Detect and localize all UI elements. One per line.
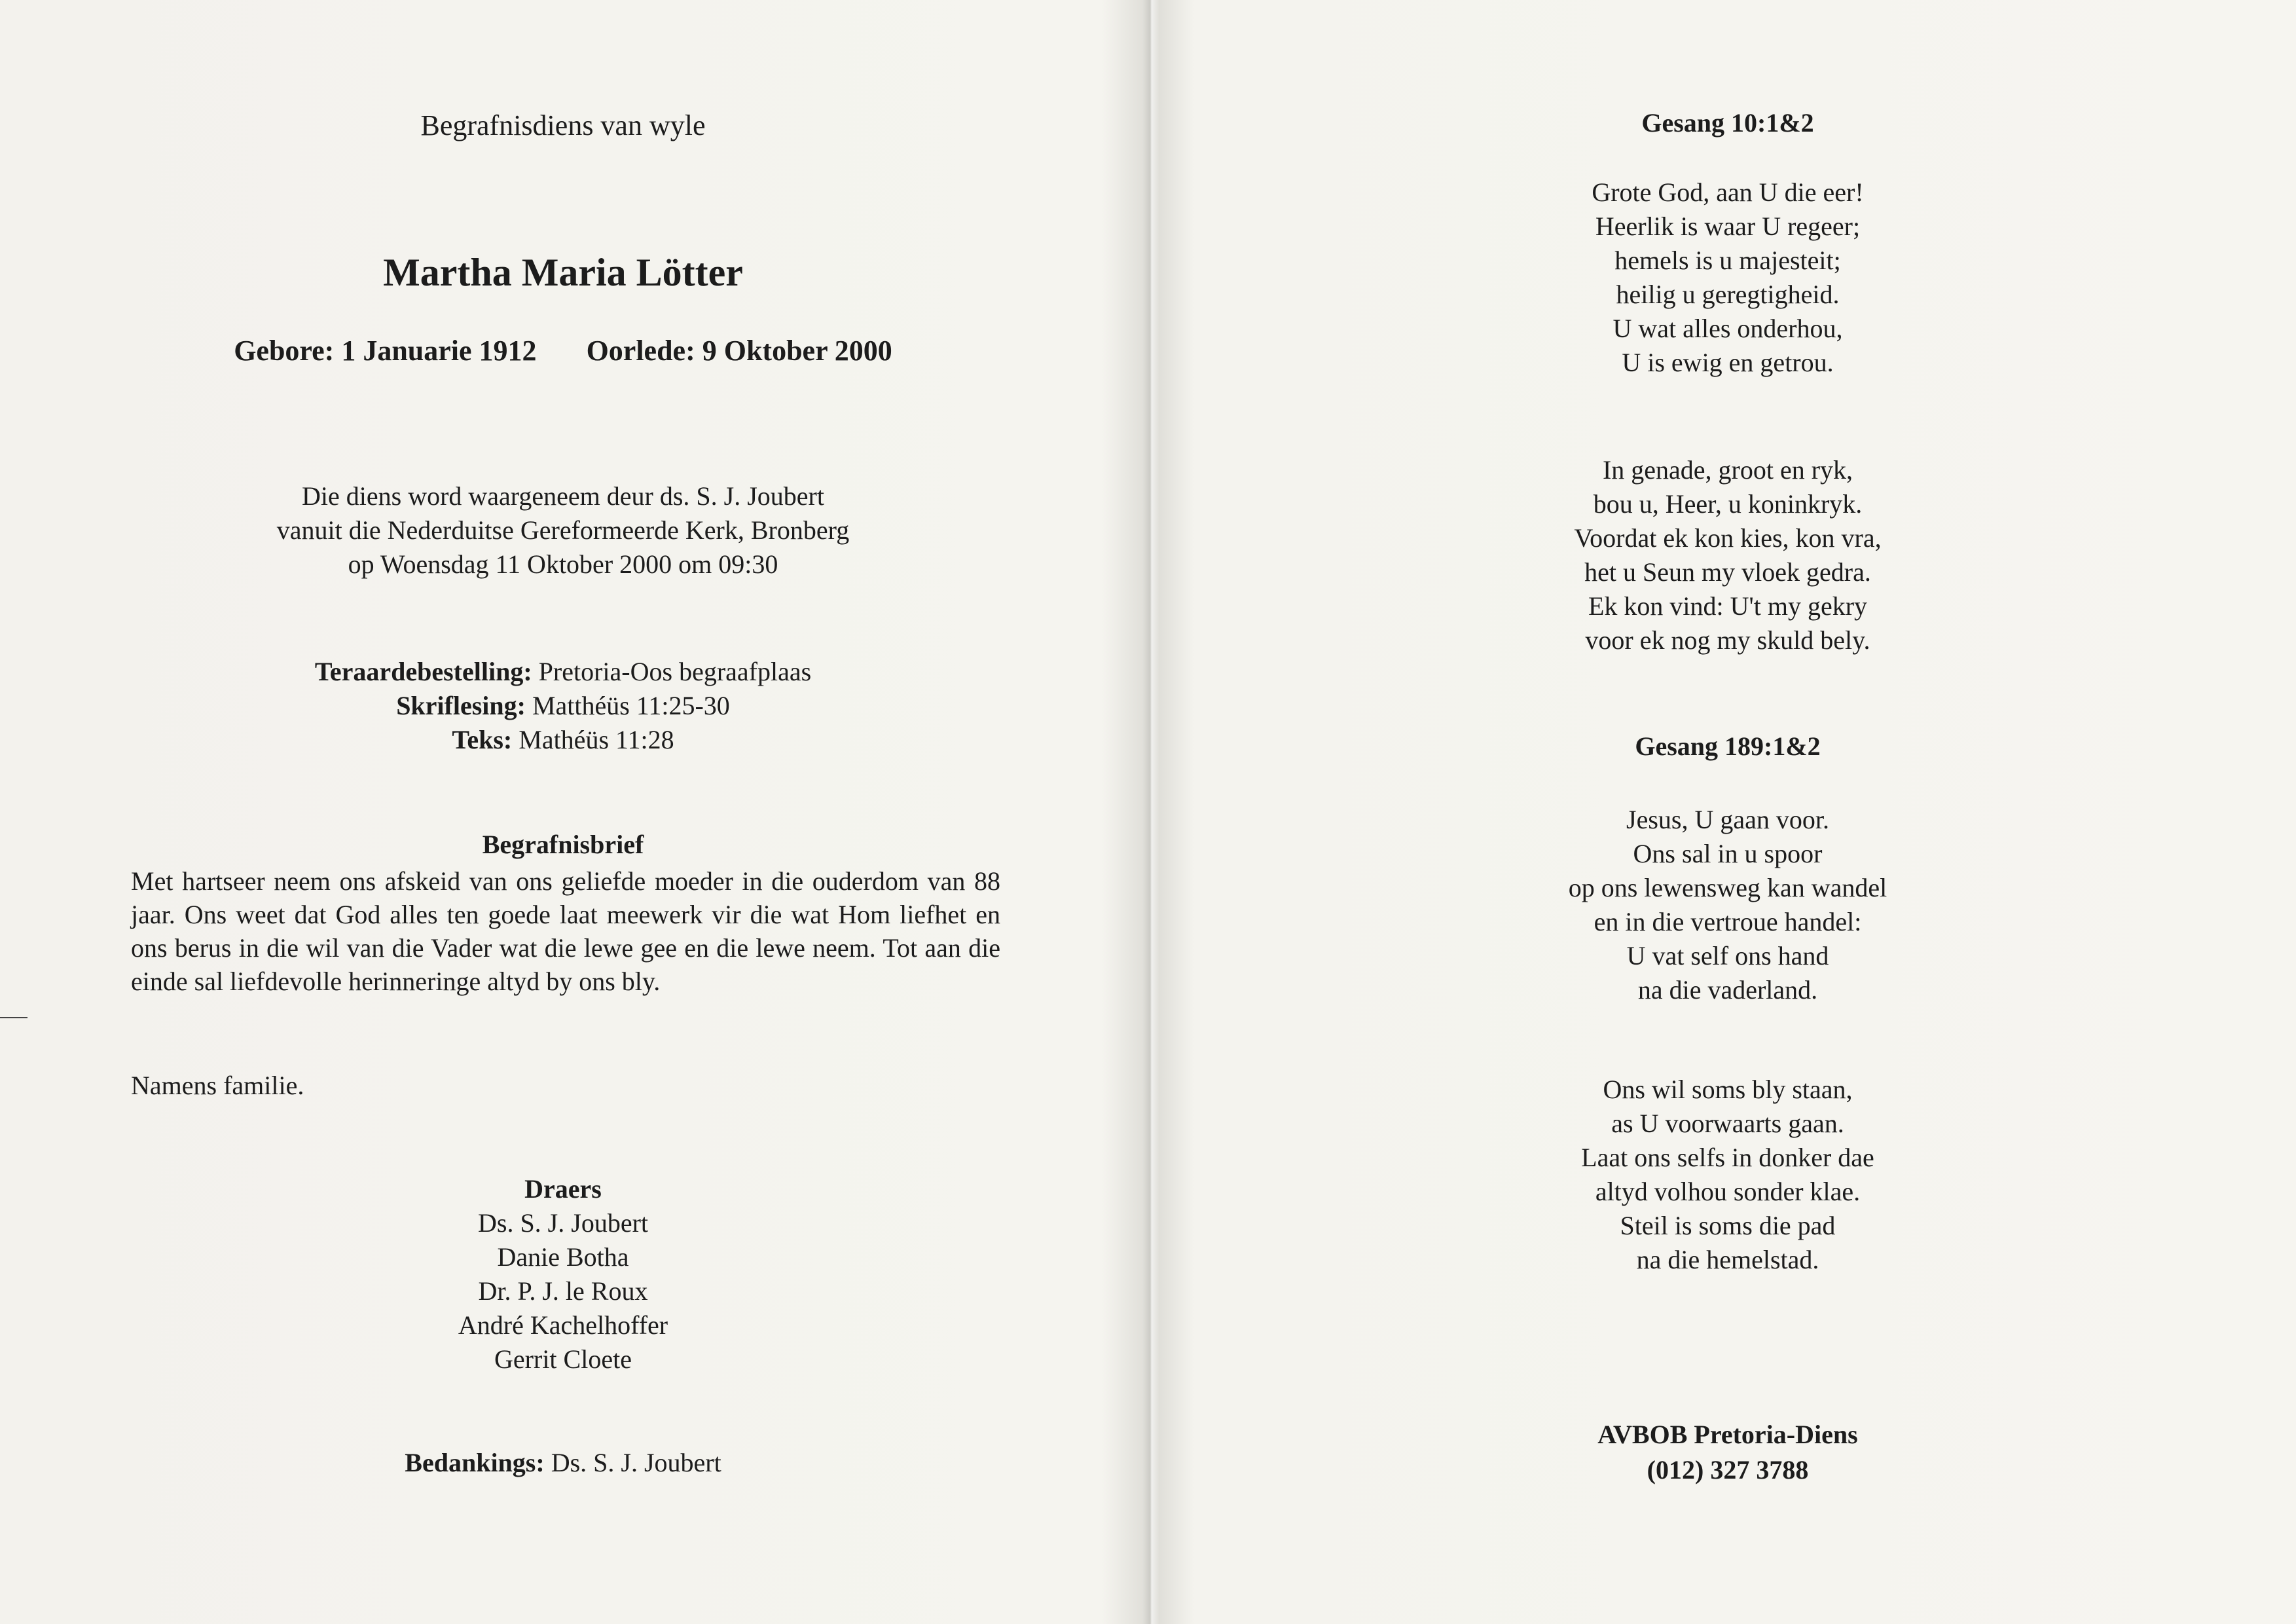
verse-line: Ons wil soms bly staan, (1603, 1075, 1853, 1104)
bearers-title: Draers (524, 1174, 602, 1204)
verse-line: Ons sal in u spoor (1633, 839, 1823, 868)
thanks-label: Bedankings: (405, 1448, 545, 1477)
verse-line: U vat self ons hand (1626, 941, 1829, 970)
verse-line: bou u, Heer, u koninkryk. (1593, 489, 1863, 519)
hymn2-title: Gesang 189:1&2 (1635, 731, 1821, 761)
funeral-home-phone: (012) 327 3788 (1647, 1455, 1809, 1485)
reading-label: Skriflesing: (396, 691, 526, 720)
verse-line: op ons lewensweg kan wandel (1568, 873, 1887, 902)
verse-line: na die vaderland. (1637, 975, 1818, 1005)
verse-line: Voordat ek kon kies, kon vra, (1574, 523, 1882, 553)
verse-line: na die hemelstad. (1636, 1245, 1819, 1274)
reading-value: Matthéüs 11:25-30 (525, 691, 730, 720)
verse-line: voor ek nog my skuld bely. (1585, 625, 1870, 655)
verse-line: In genade, groot en ryk, (1602, 455, 1853, 485)
verse-line: U is ewig en getrou. (1622, 348, 1834, 377)
service-line: Die diens word waargeneem deur ds. S. J. Joubert (302, 481, 824, 511)
text-line (170, 723, 956, 757)
burial-value: Pretoria-Oos begraafplaas (532, 657, 812, 686)
service-line: vanuit die Nederduitse Gereformeerde Kerk, Bronberg (276, 515, 850, 545)
deceased-name: Martha Maria Lötter (383, 251, 743, 294)
verse-line: Laat ons selfs in donker dae (1581, 1143, 1874, 1172)
hymn2-verse2 (1427, 1073, 2029, 1277)
verse-line: as U voorwaarts gaan. (1611, 1109, 1844, 1138)
right-page (1159, 0, 2296, 1624)
died-date: Oorlede: 9 Oktober 2000 (586, 335, 892, 367)
service-details (170, 479, 956, 581)
letter-body: Met hartseer neem ons afskeid van ons geliefde moeder in die ouderdom van 88 jaar. Ons weet dat God alles ten goede laat meewerk vir die wat Hom liefhet en ons berus in die wil van die Vader wat die lewe gee en die lewe neem. Tot aan die einde sal liefdevolle herinneringe altyd by ons bly. (131, 866, 1000, 996)
hymn1-verse1 (1427, 175, 2029, 380)
hymn1-verse2 (1427, 453, 2029, 657)
burial-line (170, 655, 956, 689)
verse-line: Heerlik is waar U regeer; (1595, 212, 1861, 241)
bearer-name: Ds. S. J. Joubert (477, 1208, 649, 1238)
reading-line (170, 689, 956, 723)
page-fold (1142, 0, 1159, 1624)
text-label: Teks: (452, 725, 513, 754)
funeral-home-name: AVBOB Pretoria-Diens (1597, 1420, 1858, 1449)
life-dates (151, 334, 975, 367)
burial-details (170, 655, 956, 757)
verse-line: het u Seun my vloek gedra. (1584, 557, 1871, 587)
verse-line: altyd volhou sonder klae. (1595, 1177, 1861, 1206)
left-page (0, 0, 1142, 1624)
hymn1-title: Gesang 10:1&2 (1641, 108, 1814, 138)
signoff: Namens familie. (131, 1071, 304, 1100)
text-value: Mathéüs 11:28 (512, 725, 674, 754)
service-line: op Woensdag 11 Oktober 2000 om 09:30 (348, 549, 778, 579)
verse-line: U wat alles onderhou, (1613, 314, 1843, 343)
verse-line: Steil is soms die pad (1620, 1211, 1836, 1240)
bearer-name: Dr. P. J. le Roux (478, 1276, 648, 1306)
thanks-value: Ds. S. J. Joubert (544, 1448, 721, 1477)
bearers-section (367, 1172, 759, 1376)
bearer-name: Danie Botha (497, 1242, 629, 1272)
funeral-home (1427, 1417, 2029, 1488)
verse-line: heilig u geregtigheid. (1616, 280, 1840, 309)
verse-line: Ek kon vind: U't my gekry (1588, 591, 1868, 621)
burial-label: Teraardebestelling: (314, 657, 532, 686)
hymn2-verse1 (1427, 803, 2029, 1007)
verse-line: en in die vertroue handel: (1594, 907, 1862, 936)
born-date: Gebore: 1 Januarie 1912 (234, 335, 537, 367)
verse-line: hemels is u majesteit; (1614, 246, 1841, 275)
thanks-line (262, 1447, 864, 1478)
verse-line: Jesus, U gaan voor. (1626, 805, 1829, 834)
bearer-name: André Kachelhoffer (458, 1310, 668, 1340)
verse-line: Grote God, aan U die eer! (1592, 177, 1864, 207)
margin-mark (0, 1017, 27, 1018)
intro-text: Begrafnisdiens van wyle (420, 109, 706, 141)
bearer-name: Gerrit Cloete (494, 1344, 632, 1374)
letter-title: Begrafnisbrief (482, 830, 644, 859)
